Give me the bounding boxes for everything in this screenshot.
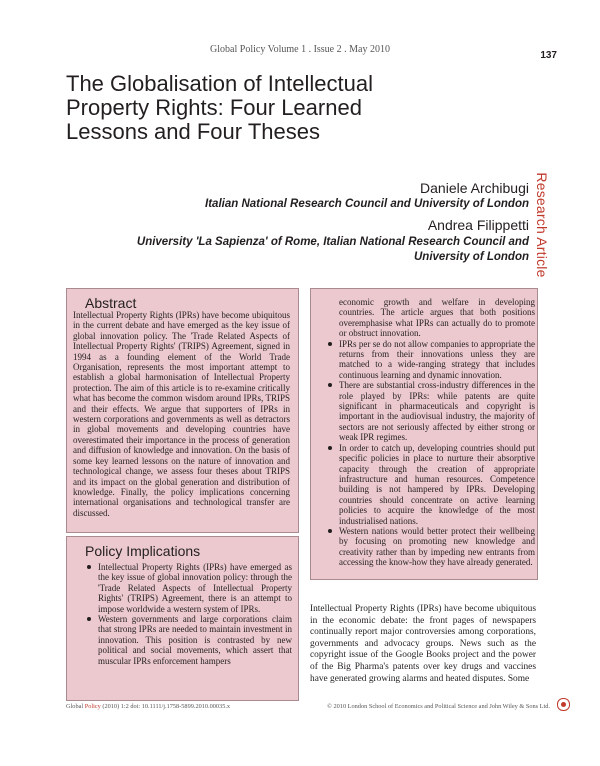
author-name: Daniele Archibugi: [420, 180, 529, 196]
journal-name: Policy: [84, 703, 101, 710]
list-item: IPRs per se do not allow companies to appropriate the returns from their innovations unless they are matched to a wide-ranging strategy that includes continuous learning and dynamic innovation.: [339, 339, 535, 381]
policy-list: [85, 562, 292, 666]
list-item: There are substantial cross-industry differences in the role played by IPRs: while patents are quite significant in pharmaceuticals and copyright is important in the audiovisual industry, the majority of sectors are not seriously affected by either strong or weak IPR regimes.: [339, 380, 535, 442]
author-name: Andrea Filippetti: [427, 217, 529, 233]
author-affiliation: Italian National Research Council and University of London: [205, 198, 529, 210]
policy-heading: Policy Implications: [85, 543, 201, 559]
bullet-icon: [328, 446, 332, 450]
author-affiliation: University 'La Sapienza' of Rome, Italian National Research Council and University of London: [136, 236, 529, 263]
publisher-logo-icon: [557, 698, 570, 711]
list-item: In order to catch up, developing countries should put specific policies in place to nurture their absorptive capacity through the creation of appropriate infrastructure and human resources. Competence building is not hampered by IPRs. Developing countries should concentrate on active learning policies to acquire the knowledge of the most industrialised nations.: [339, 443, 535, 526]
bullet-icon: [87, 565, 91, 569]
list-item: Western governments and large corporations claim that strong IPRs are needed to maintain investment in innovation. This position is contrasted by new political and social movements, which assert that muscular IPRs enforcement hampers: [98, 614, 292, 666]
bullet-icon: [328, 342, 332, 346]
list-item: Intellectual Property Rights (IPRs) have emerged as the key issue of global innovation policy: through the 'Trade Related Aspects of Intellectual Property Rights' (TRIPS) Agreement, there is an attempt to impose worldwide a western system of IPRs.: [98, 562, 292, 614]
body-paragraph: Intellectual Property Rights (IPRs) have become ubiquitous in the economic debate: the front pages of newspapers continually report major controversies among corporations, governments and advocacy groups. News such as the copyright issue of the Google Books project and the power of the Big Pharma's patents over key drugs and vaccines have generated growing alarms and heated disputes. Some: [310, 604, 536, 684]
page-number: 137: [540, 50, 557, 61]
doi-text: (2010) 1:2 doi: 10.1111/j.1758-5899.2010.00035.x: [102, 703, 231, 710]
policy-list-continued: [326, 297, 535, 568]
running-head: Global Policy Volume 1 . Issue 2 . May 2010: [210, 44, 390, 55]
list-item: Western nations would better protect their wellbeing by focusing on promoting new knowledge and creativity rather than by impeding new entrants from accessing the know-how they have already generated.: [339, 526, 535, 568]
list-item: economic growth and welfare in developing countries. The article argues that both positions overemphasise what IPRs can actually do to promote or obstruct innovation.: [339, 297, 535, 339]
bullet-icon: [328, 383, 332, 387]
bullet-icon: [328, 529, 332, 533]
footer-citation: [66, 703, 230, 710]
policy-box: [66, 536, 299, 701]
policy-box-continued: [310, 288, 538, 580]
abstract-heading: Abstract: [85, 295, 137, 311]
section-label-text: Research Article: [534, 172, 550, 278]
bullet-icon: [87, 617, 91, 621]
abstract-box: [66, 288, 299, 533]
article-title: The Globalisation of Intellectual Property Rights: Four Learned Lessons and Four Theses: [66, 71, 373, 144]
journal-prefix: Global: [66, 703, 84, 710]
footer-copyright: © 2010 London School of Economics and Political Science and John Wiley & Sons Ltd.: [327, 703, 550, 710]
abstract-text: Intellectual Property Rights (IPRs) have become ubiquitous in the current debate and have emerged as the key issue of global innovation policy. The 'Trade Related Aspects of Intellectual Property Rights' (TRIPS) Agreement, signed in 1994 as a founding element of the World Trade Organisation, represents the most important attempt to establish a global harmonisation of Intellectual Property protection. The aim of this article is to re-examine critically what has become the common wisdom around IPRs, TRIPS and their effects. We argue that supporters of IPRs in western corporations and governments as well as detractors in global movements and developing countries have overestimated their importance in the process of generation and diffusion of knowledge and innovation. On the basis of some key learned lessons on the nature of innovation and technological change, we assess four theses about TRIPS and its impact on the global generation and distribution of knowledge. Finally, the policy implications concerning international organisations and technological transfer are discussed.: [73, 310, 290, 518]
